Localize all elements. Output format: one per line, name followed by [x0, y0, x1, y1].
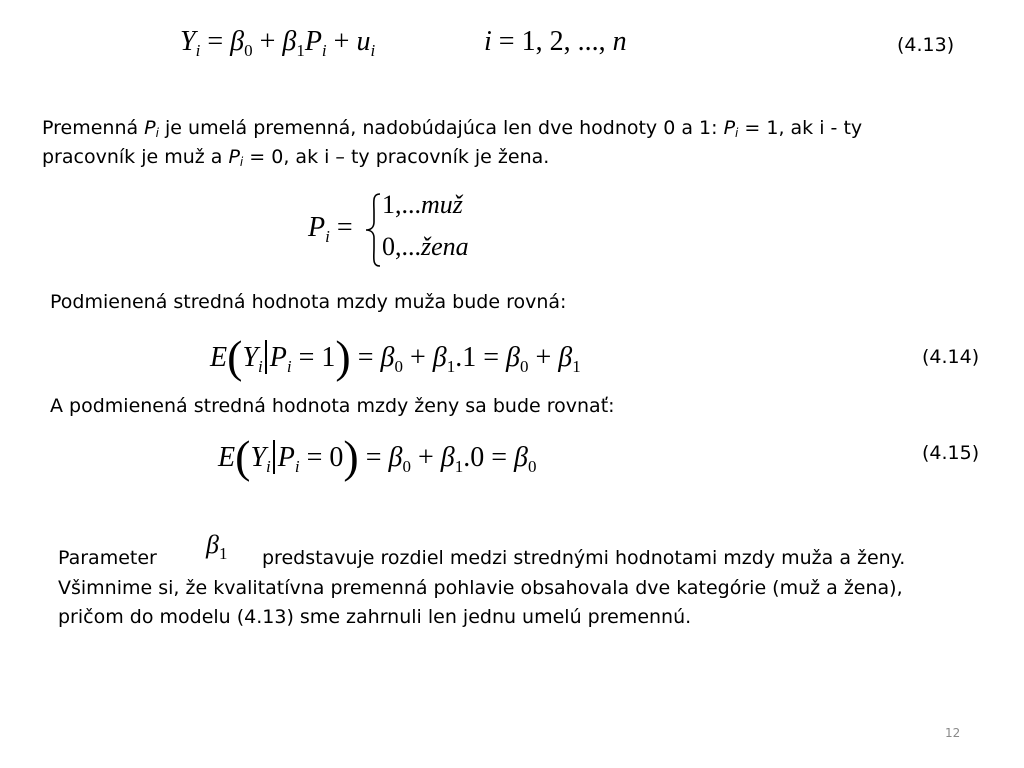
- page-number: 12: [945, 726, 961, 740]
- var-p: $P_i$: [144, 117, 159, 140]
- intro-text-4: pracovník je muž a: [42, 146, 229, 168]
- equation-4-15: $E(Y_i$ $P_i = 0) = \beta_0 + \beta_1.0 = \beta_0$: [218, 431, 537, 482]
- intro-text-2: je umelá premenná, nadobúdajúca len dve hodnoty 0 a 1:: [158, 117, 724, 139]
- parameter-line3: pričom do modelu (4.13) sme zahrnuli len jednu umelú premennú.: [58, 606, 692, 628]
- curly-brace: [364, 192, 384, 268]
- equation-number-4-14: (4.14): [922, 346, 980, 368]
- case-female: 0,...žena: [382, 232, 469, 261]
- parameter-line2: Všimnime si, že kvalitatívna premenná pohlavie obsahovala dve kategórie (muž a žena),: [58, 577, 903, 599]
- equation-4-14: $E(Y_i$ $P_i = 1) = \beta_0 + \beta_1.1 = \beta_0 + \beta_1$: [210, 331, 581, 382]
- index-range: i = 1, 2, ..., n: [484, 26, 627, 57]
- piecewise-definition: [306, 192, 506, 272]
- intro-text-1: Premenná: [42, 117, 145, 139]
- parameter-word: Parameter: [58, 547, 157, 569]
- female-paragraph: A podmienená stredná hodnota mzdy ženy sa bude rovnať:: [50, 395, 615, 417]
- beta1-symbol: $\beta_1$: [206, 530, 228, 563]
- equation-4-13: $Y_i = \beta_0 + \beta_1P_i + u_i$: [180, 26, 376, 60]
- var-p: $P_i$: [723, 117, 739, 140]
- male-paragraph: Podmienená stredná hodnota mzdy muža bude rovná:: [50, 291, 567, 313]
- intro-paragraph: [42, 114, 862, 172]
- var-p: $P_i$: [228, 146, 244, 169]
- intro-text-3: = 1, ak i - ty: [738, 117, 863, 139]
- parameter-line1: predstavuje rozdiel medzi strednými hodnotami mzdy muža a ženy.: [262, 547, 906, 569]
- equation-number-4-15: (4.15): [922, 442, 980, 464]
- piecewise-lhs: $P_i$ =: [308, 212, 353, 246]
- equation-number-4-13: (4.13): [897, 34, 955, 56]
- case-male: 1,...muž: [382, 190, 463, 219]
- intro-text-5: = 0, ak i – ty pracovník je žena.: [243, 146, 550, 168]
